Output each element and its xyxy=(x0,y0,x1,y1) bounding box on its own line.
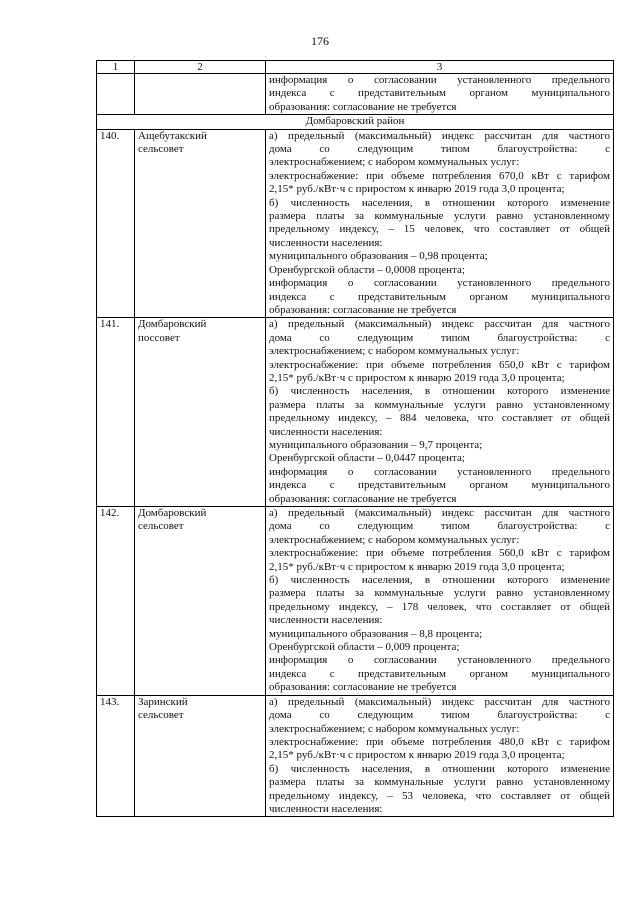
column-header-2: 2 xyxy=(135,61,266,74)
text-line: б) численность населения, в отношении которого изменение xyxy=(269,574,610,587)
text-line: б) численность населения, в отношении которого изменение xyxy=(269,196,610,209)
text-line: Оренбургской области – 0,0008 процента; xyxy=(269,263,465,276)
text-line: Оренбургской области – 0,0447 процента; xyxy=(269,452,465,465)
text-line: численности населения: xyxy=(269,236,383,249)
municipality-name-line: сельсовет xyxy=(138,143,184,156)
municipality-name-line: Домбаровский xyxy=(138,507,207,519)
text-line: б) численность населения, в отношении которого изменение xyxy=(269,762,610,775)
region-heading: Домбаровский район xyxy=(97,115,614,129)
row-number: 143. xyxy=(97,695,135,817)
text-line: 2,15* руб./кВт·ч с приростом к январю 2019 года 3,0 процента; xyxy=(269,371,565,384)
text-line: образования: согласование не требуется xyxy=(269,303,457,316)
municipality-name-line: Заринский xyxy=(138,695,188,708)
page-number: 176 xyxy=(311,34,329,48)
table-row xyxy=(97,507,614,696)
text-line: образования: согласование не требуется xyxy=(269,100,457,113)
municipality-name-line: Домбаровский xyxy=(138,318,207,331)
municipality-name xyxy=(135,129,266,318)
text-line: размера платы за коммунальные услуги равно установленному xyxy=(269,210,610,223)
text-line: индекса с представительным органом муниципального xyxy=(269,290,610,303)
text-line: численности населения: xyxy=(269,614,383,627)
column-header-1: 1 xyxy=(97,61,135,74)
text-line: 2,15* руб./кВт·ч с приростом к январю 2019 года 3,0 процента; xyxy=(269,183,565,196)
text-line: предельному индексу, – 53 человека, что составляет от общей xyxy=(269,789,610,802)
text-line: электроснабжением; с набором коммунальных услуг: xyxy=(269,345,520,358)
text-line: дома со следующим типом благоустройства: с xyxy=(269,331,610,344)
column-header-3: 3 xyxy=(266,61,614,74)
text-line: муниципального образования – 9,7 процента; xyxy=(269,438,483,451)
index-description xyxy=(266,129,614,318)
table-header-row xyxy=(97,61,614,74)
text-line: размера платы за коммунальные услуги равно установленному xyxy=(269,398,610,411)
text-line: а) предельный (максимальный) индекс рассчитан для частного xyxy=(269,318,610,331)
text-line: образования: согласование не требуется xyxy=(269,492,457,505)
text-line: индекса с представительным органом муниципального xyxy=(269,667,610,680)
text-line: электроснабжением; с набором коммунальных услуг: xyxy=(269,156,520,169)
text-line: 2,15* руб./кВт·ч с приростом к январю 2019 года 3,0 процента; xyxy=(269,560,565,573)
text-line: муниципального образования – 8,8 процента; xyxy=(269,627,483,640)
text-line: индекса с представительным органом муниципального xyxy=(269,87,610,100)
row-number: 142. xyxy=(97,507,135,696)
text-line: предельному индексу, – 884 человека, что составляет от общей xyxy=(269,412,610,425)
index-description xyxy=(266,695,614,817)
municipality-name-line: сельсовет xyxy=(138,520,184,533)
text-line: предельному индексу, – 15 человек, что составляет от общей xyxy=(269,223,610,236)
text-line: электроснабжение: при объеме потребления 650,0 кВт с тарифом xyxy=(269,358,610,371)
text-line: индекса с представительным органом муниципального xyxy=(269,479,610,492)
text-line: дома со следующим типом благоустройства: с xyxy=(269,709,610,722)
municipality-name-line: Ащебутакский xyxy=(138,129,207,142)
tariff-index-table xyxy=(96,60,614,817)
text-line: электроснабжение: при объеме потребления 560,0 кВт с тарифом xyxy=(269,547,610,560)
municipality-name xyxy=(135,318,266,507)
municipality-name xyxy=(135,507,266,696)
text-line: б) численность населения, в отношении которого изменение xyxy=(269,385,610,398)
text-line: муниципального образования – 0,98 процента; xyxy=(269,250,488,263)
row-number: 141. xyxy=(97,318,135,507)
continuation-name-cell xyxy=(135,74,266,115)
table-row xyxy=(97,318,614,507)
text-line: а) предельный (максимальный) индекс рассчитан для частного xyxy=(269,695,610,708)
table-row xyxy=(97,695,614,817)
text-line: образования: согласование не требуется xyxy=(269,681,457,694)
text-line: информация о согласовании установленного предельного xyxy=(269,654,610,667)
continuation-row xyxy=(97,74,614,115)
municipality-name-line: поссовет xyxy=(138,331,180,344)
text-line: а) предельный (максимальный) индекс рассчитан для частного xyxy=(269,507,610,519)
text-line: информация о согласовании установленного предельного xyxy=(269,465,610,478)
text-line: информация о согласовании установленного предельного xyxy=(269,277,610,290)
text-line: электроснабжение: при объеме потребления 670,0 кВт с тарифом xyxy=(269,169,610,182)
continuation-text-cell xyxy=(266,74,614,115)
text-line: а) предельный (максимальный) индекс рассчитан для частного xyxy=(269,129,610,142)
text-line: предельному индексу, – 178 человек, что составляет от общей xyxy=(269,600,610,613)
text-line: электроснабжение: при объеме потребления 480,0 кВт с тарифом xyxy=(269,735,610,748)
text-line: дома со следующим типом благоустройства: с xyxy=(269,143,610,156)
text-line: дома со следующим типом благоустройства: с xyxy=(269,520,610,533)
text-line: Оренбургской области – 0,009 процента; xyxy=(269,641,460,654)
text-line: размера платы за коммунальные услуги равно установленному xyxy=(269,587,610,600)
text-line: 2,15* руб./кВт·ч с приростом к январю 2019 года 3,0 процента; xyxy=(269,749,565,762)
text-line: электроснабжением; с набором коммунальных услуг: xyxy=(269,533,520,546)
text-line: электроснабжением; с набором коммунальных услуг: xyxy=(269,722,520,735)
region-heading-row xyxy=(97,115,614,129)
municipality-name xyxy=(135,695,266,817)
index-description xyxy=(266,318,614,507)
text-line: численности населения: xyxy=(269,425,383,438)
text-line: размера платы за коммунальные услуги равно установленному xyxy=(269,776,610,789)
row-number: 140. xyxy=(97,129,135,318)
text-line: информация о согласовании установленного предельного xyxy=(269,74,610,86)
table-row xyxy=(97,129,614,318)
index-description xyxy=(266,507,614,696)
municipality-name-line: сельсовет xyxy=(138,709,184,722)
text-line: численности населения: xyxy=(269,802,383,815)
continuation-num-cell xyxy=(97,74,135,115)
